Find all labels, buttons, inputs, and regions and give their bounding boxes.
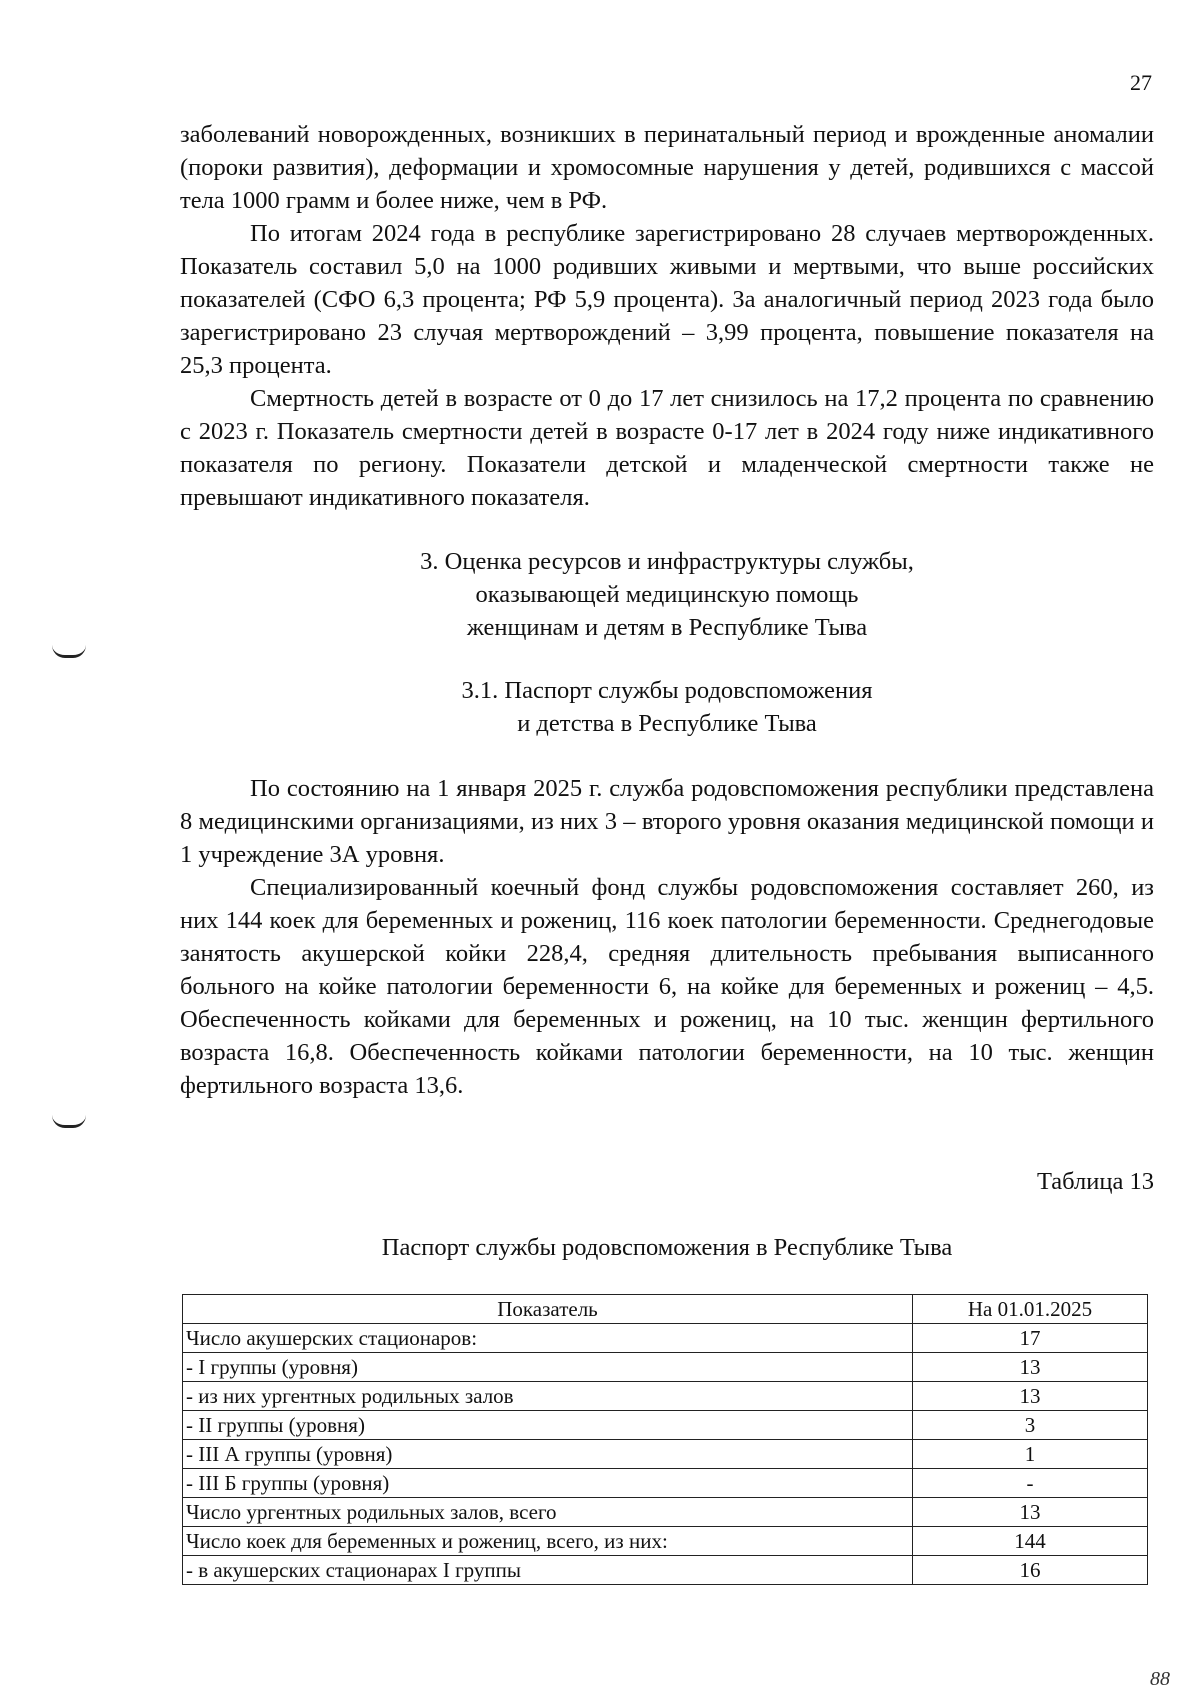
table-title: Паспорт службы родовспоможения в Республике Тыва	[381, 1234, 953, 1261]
subsection-heading	[180, 674, 1154, 740]
handwritten-page-mark: 88	[1150, 1668, 1170, 1690]
subsection-heading-line: 3.1. Паспорт службы родовспоможения	[461, 677, 873, 704]
row-value: 13	[913, 1498, 1148, 1527]
paragraph-bed-fund: Специализированный коечный фонд службы родовспоможения составляет 260, из них 144 коек для беременных и рожениц, 116 коек патологии беременности. Среднегодовые занятость акушерской койки 228,4, средняя длительность пребывания выписанного больного на койке патологии беременности 6, на койке для беременных и рожениц – 4,5. Обеспеченность койками для беременных и рожениц, на 10 тыс. женщин фертильного возраста 16,8. Обеспеченность койками патологии беременности, на 10 тыс. женщин фертильного возраста 13,6.	[180, 874, 1154, 1099]
table-row	[183, 1527, 1148, 1556]
row-indicator: - III Б группы (уровня)	[183, 1469, 913, 1498]
table-row	[183, 1411, 1148, 1440]
row-indicator: Число коек для беременных и рожениц, всего, из них:	[183, 1527, 913, 1556]
row-value: 16	[913, 1556, 1148, 1585]
row-value: 13	[913, 1353, 1148, 1382]
row-value: 1	[913, 1440, 1148, 1469]
service-text-block	[180, 772, 1154, 1102]
table-row	[183, 1324, 1148, 1353]
row-indicator: Число ургентных родильных залов, всего	[183, 1498, 913, 1527]
table-row	[183, 1556, 1148, 1585]
header-indicator: Показатель	[183, 1295, 913, 1324]
table-row	[183, 1469, 1148, 1498]
row-indicator: - в акушерских стационарах I группы	[183, 1556, 913, 1585]
table-row	[183, 1382, 1148, 1411]
passport-table	[182, 1294, 1148, 1585]
row-indicator: - II группы (уровня)	[183, 1411, 913, 1440]
intro-text-block	[180, 118, 1154, 514]
row-indicator: Число акушерских стационаров:	[183, 1324, 913, 1353]
paragraph-continuation: заболеваний новорожденных, возникших в перинатальный период и врожденные аномалии (пороки развития), деформации и хромосомные нарушения у детей, родившихся с массой тела 1000 грамм и более ниже, чем в РФ.	[180, 121, 1154, 214]
table-row	[183, 1498, 1148, 1527]
table-label: Таблица 13	[1036, 1168, 1154, 1195]
row-value: 17	[913, 1324, 1148, 1353]
paragraph-stillbirths: По итогам 2024 года в республике зарегистрировано 28 случаев мертворожденных. Показатель составил 5,0 на 1000 родивших живыми и мертвыми, что выше российских показателей (СФО 6,3 процента; РФ 5,9 процента). За аналогичный период 2023 года было зарегистрировано 23 случая мертворождений – 3,99 процента, повышение показателя на 25,3 процента.	[180, 220, 1154, 379]
row-value: 13	[913, 1382, 1148, 1411]
table-header-row	[183, 1295, 1148, 1324]
paragraph-organizations: По состоянию на 1 января 2025 г. служба родовспоможения республики представлена 8 медицинскими организациями, из них 3 – второго уровня оказания медицинской помощи и 1 учреждение 3А уровня.	[180, 775, 1154, 868]
section-heading	[180, 545, 1154, 644]
margin-check-mark	[52, 1115, 86, 1128]
row-indicator: - из них ургентных родильных залов	[183, 1382, 913, 1411]
subsection-heading-line: и детства в Республике Тыва	[517, 710, 817, 737]
header-value: На 01.01.2025	[913, 1295, 1148, 1324]
section-heading-line: 3. Оценка ресурсов и инфраструктуры службы,	[420, 548, 914, 575]
row-indicator: - III А группы (уровня)	[183, 1440, 913, 1469]
page-number: 27	[1130, 70, 1152, 95]
margin-check-mark	[52, 645, 86, 658]
section-heading-line: женщинам и детям в Республике Тыва	[466, 614, 868, 641]
row-value: 3	[913, 1411, 1148, 1440]
row-indicator: - I группы (уровня)	[183, 1353, 913, 1382]
table-row	[183, 1440, 1148, 1469]
row-value: -	[913, 1469, 1148, 1498]
section-heading-line: оказывающей медицинскую помощь	[475, 581, 859, 608]
table-row	[183, 1353, 1148, 1382]
row-value: 144	[913, 1527, 1148, 1556]
paragraph-child-mortality: Смертность детей в возрасте от 0 до 17 лет снизилось на 17,2 процента по сравнению с 2023 г. Показатель смертности детей в возрасте 0-17 лет в 2024 году ниже индикативного показателя по региону. Показатели детской и младенческой смертности также не превышают индикативного показателя.	[180, 385, 1154, 511]
